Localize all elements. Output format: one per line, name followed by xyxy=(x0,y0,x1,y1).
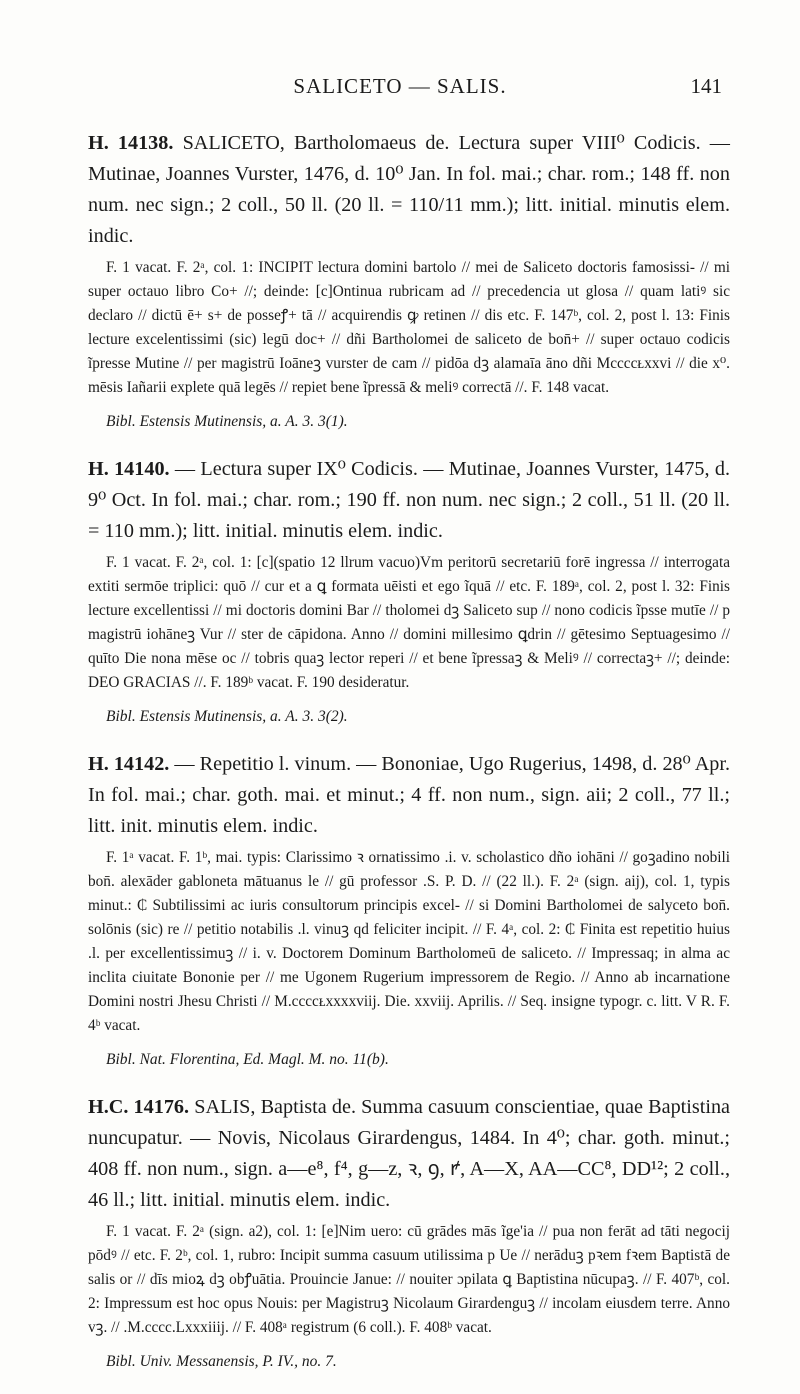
page-number: 141 xyxy=(690,74,722,98)
entry-description: F. 1 vacat. F. 2ᵃ (sign. a2), col. 1: [e]Nim uero: cū grādes mās ĩge'ia // pua non ferāt ad tāti negocij pōdꝰ // etc. F. 2ᵇ, col. 1, rubro: Incipit summa casuum utilissima p Ue // nerāduꝫ pꝛem fꝛem Baptistā de salis or // dīs mioꝝ dꝫ obꝭuātia. Prouincie Janue: // nouiter ɔpilata ꝗ Baptistina nūcupaꝫ. // F. 407ᵇ, col. 2: Impressum est hoc opus Nouis: per Magistruꝫ Nicolaum Girardenguꝫ // incolam eiusdem terre. Anno vꝫ. // .M.cccc.Lxxxiiij. // F. 408ᵃ registrum (6 coll.). F. 408ᵇ vacat. xyxy=(88,1223,730,1336)
entry-bibliography: Bibl. Nat. Florentina, Ed. Magl. M. no. 11(b). xyxy=(106,1051,389,1068)
running-head: SALICETO — SALIS. xyxy=(293,74,507,98)
entry-heading xyxy=(88,1092,730,1216)
catalogue-entry xyxy=(88,749,730,1072)
entry-title: SALICETO, Bartholomaeus de. Lectura super VIII⁰ Codicis. — Mutinae, Joannes Vurster, 1476, d. 10⁰ Jan. In fol. mai.; char. rom.; 148 ff. non num. nec sign.; 2 coll., 50 ll. (20 ll. = 110/11 mm.); litt. initial. minutis elem. indic. xyxy=(88,132,730,247)
entry-bibliography: Bibl. Univ. Messanensis, P. IV., no. 7. xyxy=(106,1353,337,1370)
entry-bibliography: Bibl. Estensis Mutinensis, a. A. 3. 3(1). xyxy=(106,413,348,430)
catalogue-entry xyxy=(88,128,730,434)
entry-heading xyxy=(88,454,730,547)
catalogue-entry xyxy=(88,454,730,729)
entry-description: F. 1 vacat. F. 2ᵃ, col. 1: INCIPIT lectura domini bartolo // mei de Saliceto doctoris famosissi- // mi super octauo libro Co+ //; deinde: [c]Ontinua rubricam ad // precedencia ut glosa // quam latiꝰ sic declaro // dictū ē+ s+ de posseꝭ+ tā // acquirendis ꝙ retinen // dis etc. F. 147ᵇ, col. 2, post l. 13: Finis lecture excelentissimi (sic) legū doc+ // dñi Bartholomei de saliceto de bon̄+ // super octauo codicis ĩpresse Mutine // per magistrū Ioāneꝫ vurster de cam // pidōa dꝫ alamaīa āno dñi Mccccᴌxxvi // die x⁰. mēsis Iañarii explete quā legēs // repiet bene ĩpressā & meliꝰ correctā //. F. 148 vacat. xyxy=(88,259,730,396)
entry-title: SALIS, Baptista de. Summa casuum conscientiae, quae Baptistina nuncupatur. — Novis, Nicolaus Girardengus, 1484. In 4⁰; char. goth. minut.; 408 ff. non num., sign. a—e⁸, f⁴, g—z, ꝛ, ꝯ, ꝵ, A—X, AA—CC⁸, DD¹²; 2 coll., 46 ll.; litt. initial. minutis elem. indic. xyxy=(88,1096,731,1211)
entry-heading xyxy=(88,749,730,842)
catalogue-entries xyxy=(88,128,730,1394)
entry-bibliography: Bibl. Estensis Mutinensis, a. A. 3. 3(2). xyxy=(106,708,348,725)
entry-title: — Repetitio l. vinum. — Bononiae, Ugo Rugerius, 1498, d. 28⁰ Apr. In fol. mai.; char. goth. mai. et minut.; 4 ff. non num., sign. aii; 2 coll., 77 ll.; litt. init. minutis elem. indic. xyxy=(88,753,731,837)
entry-title: — Lectura super IX⁰ Codicis. — Mutinae, Joannes Vurster, 1475, d. 9⁰ Oct. In fol. mai.; char. rom.; 190 ff. non num. nec sign.; 2 coll., 51 ll. (20 ll. = 110 mm.); litt. initial. minutis elem. indic. xyxy=(88,458,731,542)
entry-id: H. 14138. xyxy=(88,132,174,154)
catalogue-entry xyxy=(88,1092,730,1374)
entry-id: H.C. 14176. xyxy=(88,1096,190,1118)
entry-description: F. 1ᵃ vacat. F. 1ᵇ, mai. typis: Clarissimo ꝛ ornatissimo .i. v. scholastico dño iohāni // goꝫadino nobili bon̄. alexāder gabloneta mātuanus le // gū professor .S. P. D. // (22 ll.). F. 2ᵃ (sign. aij), col. 1, typis minut.: ₵ Subtilissimi ac iuris consultorum principis excel- // si Domini Bartholomei de salyceto bon̄. solōnis (sic) re // petitio notabilis .l. vinuꝫ qd feliciter incipit. // F. 4ᵃ, col. 2: ₵ Finita est repetitio huius .l. per excellentissimuꝫ // i. v. Doctorem Dominum Bartholomeū de saliceto. // Impressaq; in alma ac inclita ciuitate Bononie per // me Ugonem Rugerium impressorem de Regio. // Anno ab incarnatione Domini nostri Jhesu Christi // M.ccccᴌxxxxviij. Die. xxviij. Aprilis. // Seq. insigne typogr. c. litt. V R. F. 4ᵇ vacat. xyxy=(88,849,730,1034)
entry-description: F. 1 vacat. F. 2ᵃ, col. 1: [c](spatio 12 llrum vacuo)Vm peritorū secretariū forē ingressa // interrogata extiti sermōe triplici: quō // cur et a ꝗ formata uēisti et ego ĩquā // etc. F. 189ᵃ, col. 2, post l. 32: Finis lecture excellentissi // mi doctoris domini Bar // tholomei dꝫ Saliceto sup // nono codicis ĩpsse mutīe // p magistrū iohāneꝫ Vur // ster de cāpidona. Anno // domini millesimo ꝗdrin // gētesimo Septuagesimo // quīto Die nona mēse oc // tobris quaꝫ lector reperi // et bene ĩpressaꝫ & Meliꝰ // correctaꝫ+ //; deinde: DEO GRACIAS //. F. 189ᵇ vacat. F. 190 desideratur. xyxy=(88,554,730,691)
entry-id: H. 14142. xyxy=(88,753,170,775)
entry-heading xyxy=(88,128,730,252)
entry-id: H. 14140. xyxy=(88,458,170,480)
